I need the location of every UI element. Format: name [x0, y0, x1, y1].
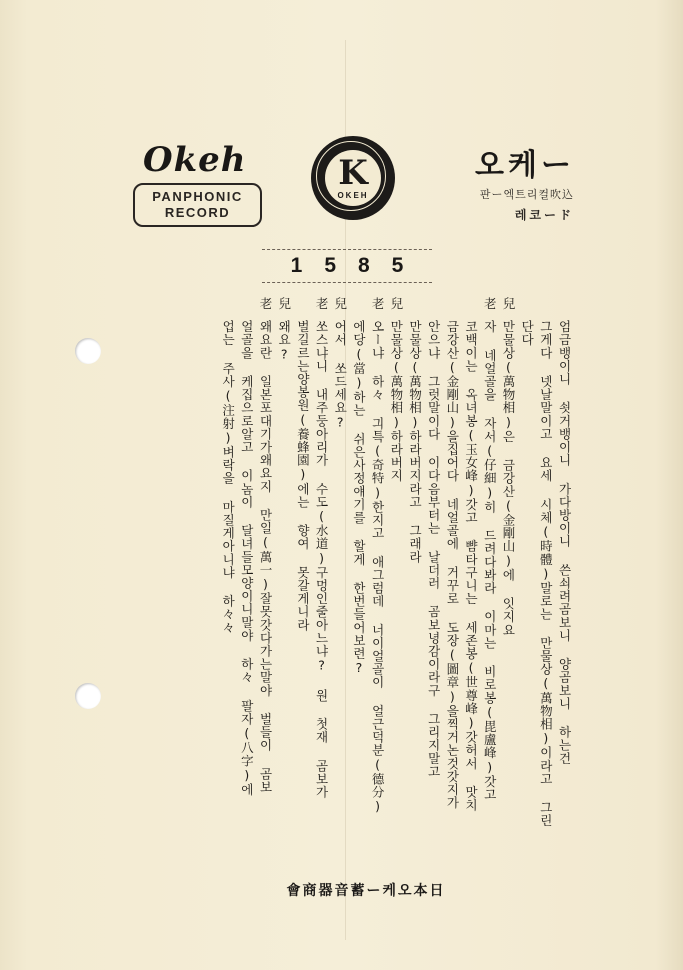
lyric-column: [237, 297, 256, 857]
lyric-line: 벌길르는양봉원(養蜂園)에는 향여 못갈게니라: [295, 320, 311, 632]
lyric-column: [554, 297, 573, 857]
punch-hole: [75, 338, 101, 364]
lyric-line: 코백이는 옥녀봉(玉女峰)갓고 뺨타구니는 세존봉(世尊峰)갓허서 맛치: [463, 320, 479, 812]
lyric-column: [255, 297, 274, 857]
lyric-column: [218, 297, 237, 857]
lyric-line: 안으냐 그럿말이다 이다음부터는 날더러 곰보녕감이라구 그리지말고: [426, 320, 442, 779]
emblem-okeh-text: OKEH: [337, 191, 369, 200]
lyric-column: [517, 297, 536, 857]
lyric-column: [442, 297, 461, 857]
punch-hole: [75, 683, 101, 709]
brand-korean: 오케ー: [475, 148, 575, 183]
lyric-line: 오ー냐 하々 긔특(奇特)한지고 애그럼데 너이얼골이 얼근덕분(德分): [370, 320, 386, 815]
lyric-column: [480, 297, 499, 857]
record-box-line1: PANPHONIC: [152, 189, 243, 204]
lyric-line: 얼골을 케집으로알고 이놈이 달녀들모양이니말야 하々 팔자(八字)에: [239, 320, 255, 797]
lyric-column: [386, 297, 405, 857]
panphonic-record-box: [133, 183, 262, 227]
lyric-line: 금강산(金剛山)을집어다 네얼골에 거꾸로 도장(圖章)을찍거논것갓지가: [444, 320, 460, 810]
okeh-script-logo: Okeh: [143, 140, 247, 180]
catalog-rule-top: [262, 249, 432, 250]
okeh-k-emblem: [311, 136, 395, 220]
speaker-mark: 老: [258, 297, 273, 311]
lyric-line: 그게다 넷날말이고 요세 시체(時體)말로는 만물상(萬物相)이라고 그린: [538, 320, 554, 828]
lyric-line: 왜요란 일본포대기가왜요지 만일(萬一)잘못갓다가는말야 벌들이 곰보: [258, 320, 273, 794]
speaker-mark: 兒: [500, 297, 516, 311]
lyric-line: 쏘스냐니 내주둥아리가 수도(水道)구멍인줄아느냐? 원 첫재 곰보가: [314, 320, 330, 799]
lyric-column: [536, 297, 555, 857]
speaker-mark: 老: [314, 297, 330, 311]
lyric-column: [274, 297, 293, 857]
brand-subtitle: 판ー엑트리컬吹込: [479, 188, 574, 201]
lyric-column: [498, 297, 517, 857]
lyrics-body: [113, 297, 573, 857]
lyric-column: [461, 297, 480, 857]
speaker-mark: 老: [370, 297, 386, 311]
speaker-mark: 兒: [276, 297, 292, 311]
lyric-line: 에당(當)하는 쉬은사정얘기를 할게 한번들어보련?: [351, 320, 367, 676]
lyric-line: 만물상(萬物相)하라버지라고 그래라: [407, 320, 423, 564]
lyric-line: 단다: [519, 320, 535, 347]
lyric-column: [349, 297, 368, 857]
lyric-line: 왜요?: [276, 320, 292, 362]
speaker-mark: 老: [482, 297, 498, 311]
lyric-line: 만물상(萬物相)하라버지: [388, 320, 404, 483]
lyric-line: 업는 주사(注射)벼락을 마질게아니냐 하々々: [220, 320, 236, 634]
emblem-letter: K: [338, 153, 368, 193]
lyric-column: [424, 297, 443, 857]
catalog-rule-bottom: [262, 282, 432, 283]
lyric-line: 만물상(萬物相)은 금강산(金剛山)에 잇지요: [500, 320, 516, 637]
lyric-column: [330, 297, 349, 857]
brand-record-word: 레코ード: [514, 208, 574, 222]
lyric-line: 어서 쏘드세요?: [332, 320, 348, 430]
lyric-line: 자 네얼골을 자서(仔細)히 드려다봐라 이마는 비로봉(毘盧峰)갓고: [482, 320, 498, 802]
lyric-line: 엄금뱅이니 쇳거뱅이니 가다방이니 쓴쇠려곰보니 양곰보니 하는건: [557, 320, 572, 765]
lyric-column: [293, 297, 312, 857]
lyric-column: [367, 297, 386, 857]
record-box-line2: RECORD: [164, 205, 231, 220]
speaker-mark: 兒: [388, 297, 404, 311]
speaker-mark: 兒: [332, 297, 348, 311]
lyric-column: [405, 297, 424, 857]
lyric-column: [311, 297, 330, 857]
publisher-footer: 日本오케ー蓄音器商會: [286, 883, 446, 899]
catalog-number: 1585: [290, 254, 426, 277]
